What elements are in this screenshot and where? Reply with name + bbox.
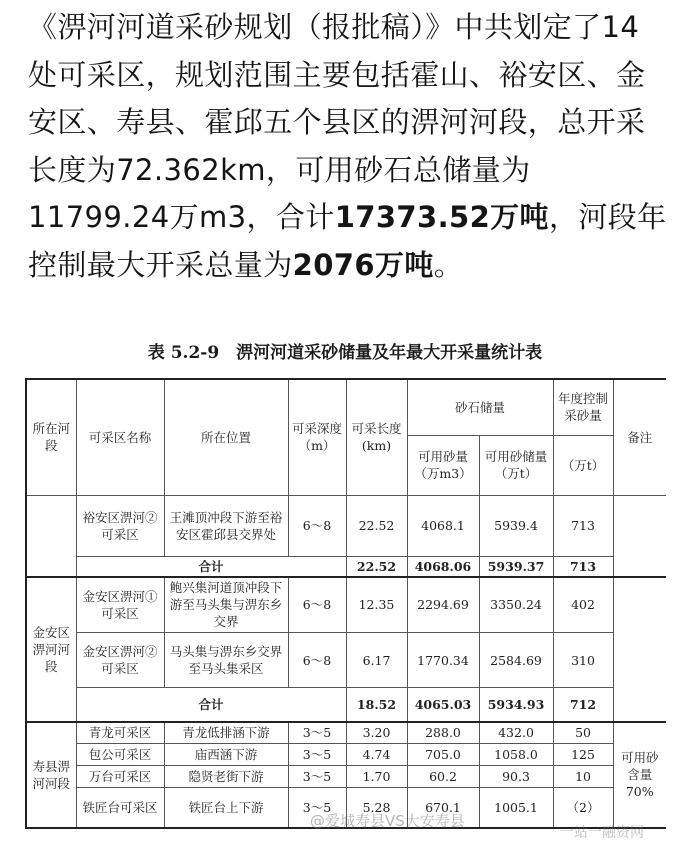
cell-annual: （2） [553,788,613,828]
cell-tonnage: 3350.24 [479,577,553,633]
article-text-2: ，河段年控制最大开采总量为 [28,200,667,282]
cell-volume: 2294.69 [407,577,479,633]
cell-location: 铁匠台上下游 [164,788,288,828]
header-location: 所在位置 [164,379,288,495]
cell-remark-jinan [613,577,666,722]
weibo-watermark: @爱城寿县VS大安寿县 [310,812,465,830]
header-annual-unit: （万t） [553,435,613,495]
article-paragraph [28,4,668,289]
table-row [26,744,666,766]
cell-length: 4.74 [346,744,407,766]
cell-name: 万台可采区 [76,766,164,788]
table-title: 表 5.2-9 淠河河道采砂储量及年最大开采量统计表 [147,343,543,363]
header-reserve-volume: 可用砂量（万m3） [407,435,479,495]
cell-tonnage: 1005.1 [479,788,553,828]
header-reserve-group: 砂石储量 [407,379,553,435]
header-reserve-tonnage: 可用砂储量（万t） [479,435,553,495]
segment-cell-yuan [26,495,76,577]
cell-tonnage: 2584.69 [479,633,553,688]
cell-tonnage: 1058.0 [479,744,553,766]
cell-volume: 670.1 [407,788,479,828]
table-row [26,766,666,788]
table-row [26,577,666,633]
cell-length: 22.52 [346,495,407,556]
cell-annual: 310 [553,633,613,688]
cell-annual: 125 [553,744,613,766]
article-bold-total-tonnage: 17373.52万吨 [334,200,549,234]
cell-location: 隐贤老街下游 [164,766,288,788]
cell-volume: 705.0 [407,744,479,766]
cell-location: 青龙低排涵下游 [164,722,288,744]
table-header-row [26,379,666,435]
cell-tonnage: 90.3 [479,766,553,788]
article-bold-annual-max: 2076万吨 [292,247,434,282]
cell-length: 3.20 [346,722,407,744]
cell-depth: 6～8 [288,495,346,556]
table-row [26,633,666,688]
header-annual-group: 年度控制采砂量 [553,379,613,435]
cell-depth: 3～5 [288,766,346,788]
cell-tonnage: 432.0 [479,722,553,744]
corner-watermark: 一站一融资网 [560,825,644,841]
cell-depth: 3～5 [288,722,346,744]
cell-name: 包公可采区 [76,744,164,766]
cell-remark-yuan [613,495,666,577]
cell-total-volume: 4065.03 [407,688,479,722]
table-row [26,495,666,556]
cell-volume: 4068.1 [407,495,479,556]
cell-name: 裕安区淠河②可采区 [76,495,164,556]
cell-location: 王滩顶冲段下游至裕安区霍邱县交界处 [164,495,288,556]
cell-total-annual: 713 [553,556,613,577]
header-remark: 备注 [613,379,666,495]
table-total-row [26,556,666,577]
cell-length: 1.70 [346,766,407,788]
cell-location: 马头集与淠东乡交界至马头集采区 [164,633,288,688]
table-total-row [26,688,666,722]
cell-volume: 60.2 [407,766,479,788]
cell-total-label: 合计 [76,688,346,722]
cell-name: 铁匠台可采区 [76,788,164,828]
article-text-3: 。 [433,247,464,282]
cell-depth: 6～8 [288,633,346,688]
cell-annual: 713 [553,495,613,556]
cell-total-tonnage: 5939.37 [479,556,553,577]
cell-total-volume: 4068.06 [407,556,479,577]
cell-depth: 3～5 [288,744,346,766]
cell-remark-shou: 可用砂含量70% [613,722,666,828]
cell-annual: 50 [553,722,613,744]
cell-name: 青龙可采区 [76,722,164,744]
header-depth: 可采深度（m） [288,379,346,495]
cell-total-annual: 712 [553,688,613,722]
cell-total-length: 22.52 [346,556,407,577]
cell-volume: 1770.34 [407,633,479,688]
segment-cell-shou: 寿县淠河河段 [26,722,76,828]
cell-depth: 6～8 [288,577,346,633]
cell-location: 鲍兴集河道顶冲段下游至马头集与淠东乡交界 [164,577,288,633]
cell-annual: 402 [553,577,613,633]
sand-reserve-table [25,378,666,829]
article-text-1: 《淠河河道采砂规划（报批稿）》中共划定了14处可采区，规划范围主要包括霍山、裕安区、金安区、寿县、霍邱五个县区的淠河河段，总开采长度为72.362km，可用砂石总储量为11799.24万m3，合计 [28,10,646,234]
cell-length: 5.28 [346,788,407,828]
cell-name: 金安区淠河②可采区 [76,633,164,688]
cell-location: 庙西涵下游 [164,744,288,766]
cell-total-label: 合计 [76,556,346,577]
table-row [26,722,666,744]
cell-name: 金安区淠河①可采区 [76,577,164,633]
cell-total-tonnage: 5934.93 [479,688,553,722]
header-segment: 所在河段 [26,379,76,495]
table-container [25,378,666,837]
cell-tonnage: 5939.4 [479,495,553,556]
cell-length: 6.17 [346,633,407,688]
segment-cell-jinan: 金安区淠河河段 [26,577,76,722]
cell-volume: 288.0 [407,722,479,744]
header-length: 可采长度(km) [346,379,407,495]
cell-annual: 10 [553,766,613,788]
cell-total-length: 18.52 [346,688,407,722]
header-name: 可采区名称 [76,379,164,495]
cell-depth: 3～5 [288,788,346,828]
cell-length: 12.35 [346,577,407,633]
